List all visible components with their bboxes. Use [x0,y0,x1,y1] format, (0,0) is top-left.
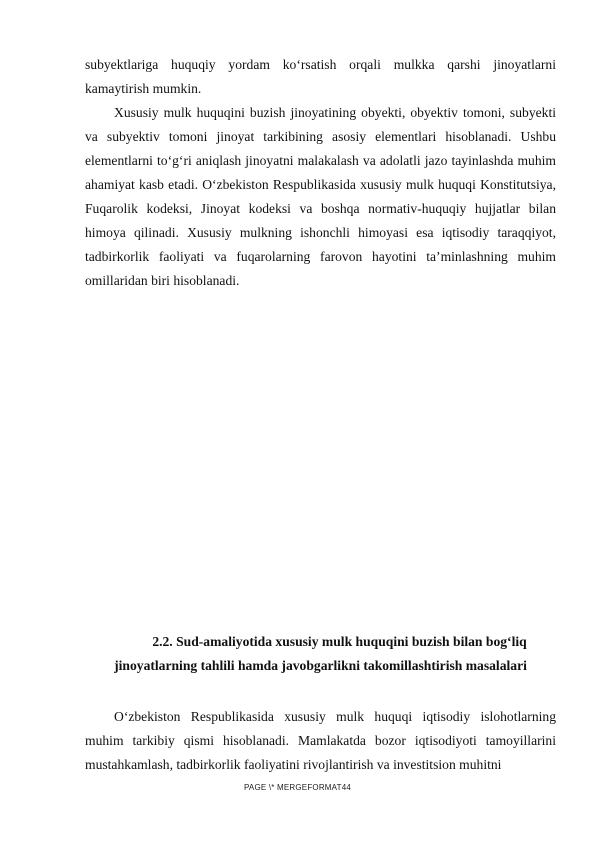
section-heading-line2: jinoyatlarning tahlili hamda javobgarlikni takomillashtirish masalalari [114,658,527,673]
section-heading [85,630,556,678]
page-footer-field: PAGE \* MERGEFORMAT44 [243,783,352,792]
top-text-block [85,53,556,293]
paragraph-continued: subyektlariga huquqiy yordam ko‘rsatish orqali mulkka qarshi jinoyatlarni kamaytirish mumkin. [85,57,556,96]
bottom-text-block [85,705,556,777]
paragraph-section-start: O‘zbekiston Respublikasida xususiy mulk huquqi iqtisodiy islohotlarning muhim tarkibiy qismi hisoblanadi. Mamlakatda bozor iqtisodiyoti tamoyillarini mustahkamlash, tadbirkorlik faoliyatini rivojlantirish va investitsion muhitni [85,709,556,772]
paragraph-main: Xususiy mulk huquqini buzish jinoyatining obyekti, obyektiv tomoni, subyekti va subyektiv tomoni jinoyat tarkibining asosiy elementlari hisoblanadi. Ushbu elementlarni to‘g‘ri aniqlash jinoyatni malakalash va adolatli jazo tayinlashda muhim ahamiyat kasb etadi. O‘zbekiston Respublikasida xususiy mulk huquqi Konstitutsiya, Fuqarolik kodeksi, Jinoyat kodeksi va boshqa normativ-huquqiy hujjatlar bilan himoya qilinadi. Xususiy mulkning ishonchli himoyasi esa iqtisodiy taraqqiyot, tadbirkorlik faoliyati va fuqarolarning farovon hayotini ta’minlashning muhim omillaridan biri hisoblanadi. [85,105,556,288]
section-heading-line1: 2.2. Sud-amaliyotida xususiy mulk huquqini buzish bilan bog‘liq [152,634,527,649]
